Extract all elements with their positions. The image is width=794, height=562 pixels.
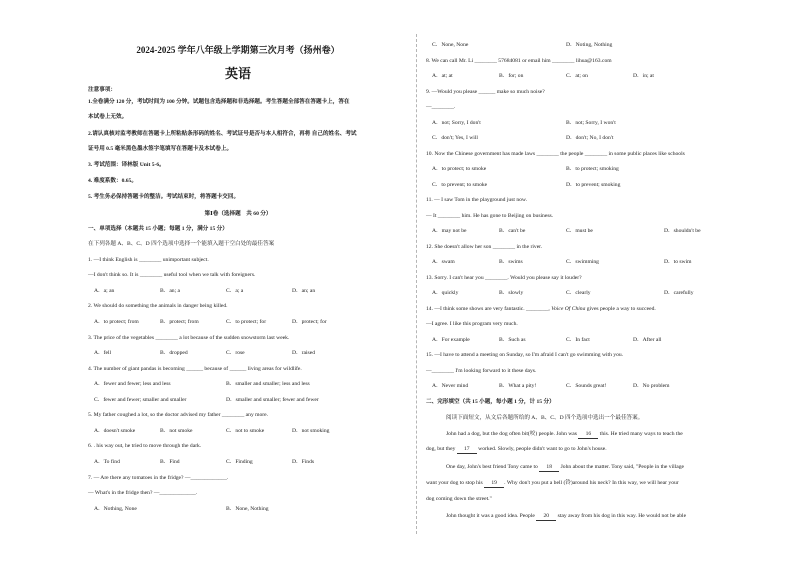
option: B．smaller and smaller; less and less — [226, 381, 310, 387]
notice-item: 5. 考生务必保持答题卡的整洁。考试结束时，将答题卡交回。 — [88, 194, 240, 200]
passage-line: One day, John's best friend Tony came to 18 John about the matter. Tony said, "People in the village — [446, 464, 685, 470]
option: D．No problem — [633, 383, 670, 389]
option: A．swam — [432, 259, 455, 265]
question-stem: 6. . his way out, he tried to move through the dark. — [88, 443, 202, 449]
passage-line: dog coming down the street." — [426, 496, 492, 502]
option: B．for; on — [499, 73, 524, 79]
question-stem: 15. —I have to attend a meeting on Sunday, so I'm afraid I can't go swimming with you. — [426, 352, 624, 358]
question-stem: 4. The number of giant pandas is becoming ______ because of ______ living areas for wildlife. — [88, 366, 302, 372]
option: B．to protect; smoking — [566, 166, 619, 172]
notice-item: 本试卷上无效。 — [88, 114, 128, 120]
notice-item: 证号用 0.5 毫米黑色墨水签字笔填写在答题卡及本试卷上。 — [88, 146, 233, 152]
question-stem: —I don't think so. It is ________ useful tool when we talk with foreigners. — [88, 272, 256, 278]
option: D．smaller and smaller; fewer and fewer — [226, 397, 319, 403]
passage-line: John had a dog, but the dog often bit(咬) people. John was 16 this. He tried many ways to teach the — [446, 431, 683, 437]
option: D．to prevent; smoking — [566, 182, 621, 188]
passage-line: dog, but they 17 worked. Slowly, people didn't want to go to John's house. — [426, 446, 607, 452]
notice-item: 3. 考试范围：译林版 Unit 5-6。 — [88, 162, 165, 168]
option: B．Such as — [499, 337, 526, 343]
notice-item: 4. 难度系数：0.65。 — [88, 178, 137, 184]
option: C．at; on — [566, 73, 588, 79]
option: C．not to smoke — [226, 428, 265, 434]
option: D．not smoking — [292, 428, 330, 434]
option: D．raised — [292, 350, 315, 356]
option: C．to protect; for — [226, 319, 267, 325]
question-stem: 3. The price of the vegetables ________ a lot because of the sudden snowstorm last week. — [88, 335, 290, 341]
program-name: Voice Of China — [551, 306, 586, 312]
option: A．doesn't smoke — [94, 428, 136, 434]
option: C．None, None — [432, 42, 469, 48]
question-stem: 8. We can call Mr. Li ________ 57684081 or email him ________ lihua@163.com — [426, 58, 612, 64]
question-stem: —________ I'm looking forward to it these days. — [426, 368, 537, 374]
blank-number: 19 — [484, 480, 504, 488]
option: A．quickly — [432, 290, 459, 296]
option: C．Finding — [226, 459, 253, 465]
option: B．not smoke — [160, 428, 193, 434]
section-heading: 第Ⅰ卷（选择题 共 60 分） — [204, 211, 272, 217]
part-instruction: 在下列各题 A、B、C、D 四个选项中选择一个能填入题干空白处的最佳答案 — [88, 241, 275, 247]
option: A．not; Sorry, I don't — [432, 120, 481, 126]
option: C．must be — [566, 228, 593, 234]
question-stem: 9. —Would you please ______ make so much noise? — [426, 89, 545, 95]
question-stem: 13. Sorry. I can't hear you ________. Would you please say it louder? — [426, 275, 582, 281]
notice-heading: 注意事项： — [88, 87, 116, 93]
option: A．Never mind — [432, 383, 469, 389]
option: A．at; at — [432, 73, 453, 79]
option: D．in; at — [633, 73, 654, 79]
option: B．slowly — [499, 290, 524, 296]
option: B．Find — [160, 459, 180, 465]
question-stem: — It ________ him. He has gone to Beijing on business. — [426, 213, 554, 219]
question-stem: — What's in the fridge then? —_____________. — [88, 490, 198, 496]
question-stem: 11. — I saw Tom in the playground just now. — [426, 197, 528, 203]
notice-item: 1.全卷满分 120 分，考试时间为 100 分钟。试题包含选择题和非选择题。考生答题全部答在答题卡上，答在 — [88, 99, 350, 105]
option: B．None, Nothing — [226, 506, 269, 512]
option: C．clearly — [566, 290, 591, 296]
option: C．Sounds great! — [566, 383, 607, 389]
question-stem: —I agree. I like this program very much. — [426, 321, 518, 327]
option: A．to protect; to smoke — [432, 166, 487, 172]
blank-number: 17 — [457, 446, 477, 454]
option: D．After all — [633, 337, 662, 343]
question-stem: 2. We should do something the animals in danger being killed. — [88, 303, 228, 309]
option: B．What a pity! — [499, 383, 537, 389]
option: C．a; a — [226, 288, 244, 294]
option: B．can't be — [499, 228, 526, 234]
option: B．dropped — [160, 350, 188, 356]
option: C．rose — [226, 350, 245, 356]
option: D．carefully — [664, 290, 694, 296]
question-stem: —________. — [426, 104, 456, 110]
notice-item: 2.请认真核对监考教师在答题卡上所粘贴条形码的姓名、考试证号是否与本人相符合，再将 自己的姓名、考试 — [88, 131, 357, 137]
subject-title: 英语 — [224, 66, 251, 81]
passage-line: want your dog to stop his 19 . Why don't you put a bell (铃)around his neck? In this way, we will hear your — [426, 480, 679, 486]
question-stem: 12. She doesn't allow her son ________ in the river. — [426, 244, 543, 250]
option: A．For example — [432, 337, 470, 343]
option: C．swimming — [566, 259, 599, 265]
question-stem: 10. Now the Chinese government has made laws ________ the people ________ in some public places like schools — [426, 151, 685, 157]
blank-number: 16 — [578, 431, 598, 439]
option: D．Finds — [292, 459, 315, 465]
passage-line: John thought it was a good idea. People 20 stay away from his dog in this way. He would not be able — [446, 513, 687, 519]
cloze-instruction: 阅读下面短文，从文后各题所给的 A、B、C、D 四个选项中选出一个最佳答案。 — [446, 415, 644, 421]
option: D．Noting, Nothing — [566, 42, 613, 48]
option: D．don't; No, I don't — [566, 135, 614, 141]
question-stem: 5. My father coughed a lot, so the doctor advised my father ________ any more. — [88, 412, 269, 418]
column-divider — [416, 34, 417, 534]
option: B．swims — [499, 259, 523, 265]
option: D．to swim — [664, 259, 692, 265]
option: D．protect; for — [292, 319, 327, 325]
question-stem: 14. —I think some shows are very fantastic. ________, Voice Of China gives people a way to succeed. — [426, 306, 656, 312]
option: C．In fact — [566, 337, 590, 343]
option: D．shouldn't be — [664, 228, 701, 234]
question-stem: 7. — Are there any tomatoes in the fridge? —_____________. — [88, 475, 229, 481]
option: A．fell — [94, 350, 112, 356]
option: A．may not be — [432, 228, 467, 234]
option: A．to protect; from — [94, 319, 139, 325]
blank-number: 20 — [536, 513, 556, 521]
exam-title: 2024-2025 学年八年级上学期第三次月考（扬州卷） — [136, 45, 340, 55]
option: B．protect; from — [160, 319, 199, 325]
option: A．To find — [94, 459, 120, 465]
question-stem: 1. —I think English is ________ unimportant subject. — [88, 257, 209, 263]
option: B．not; Sorry, I won't — [566, 120, 616, 126]
option: C．to prevent; to smoke — [432, 182, 488, 188]
option: C．fewer and fewer; smaller and smaller — [94, 397, 187, 403]
option: A．Nothing, None — [94, 506, 137, 512]
option: C．don't; Yes, I will — [432, 135, 478, 141]
cloze-title: 二、完形填空（共 15 小题，每小题 1 分，计 15 分） — [426, 399, 555, 405]
blank-number: 18 — [539, 464, 559, 472]
option: B．an; a — [160, 288, 181, 294]
option: D．an; an — [292, 288, 316, 294]
option: A．fewer and fewer; less and less — [94, 381, 171, 387]
part-title: 一、单项选择（本题共 15 小题；每题 1 分，满分 15 分） — [88, 226, 228, 232]
option: A．a; an — [94, 288, 115, 294]
